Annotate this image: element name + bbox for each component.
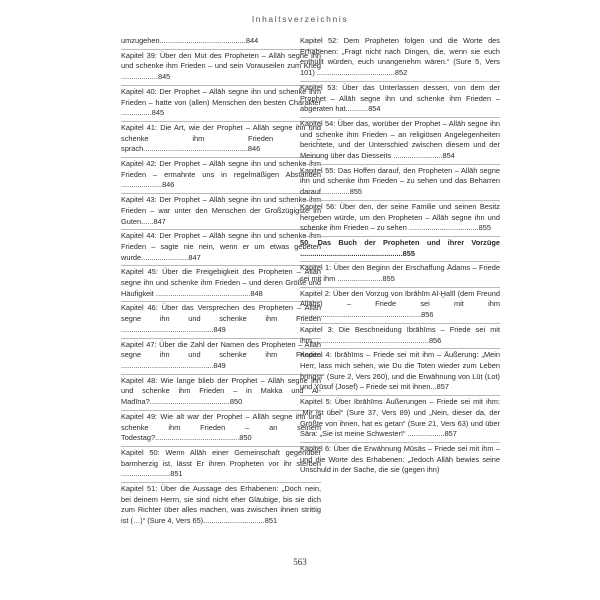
toc-entry: umzugehen..........................................844 <box>121 35 321 50</box>
toc-entry: Kapitel 47: Über die Zahl der Namen des Propheten – Allāh segne ihn und schenke ihm Frieden .............................................849 <box>121 339 321 375</box>
toc-entry: Kapitel 6: Über die Erwähnung Mūsās – Friede sei mit ihm – und die Worte des Erhabenen: „Jedoch Allāh bewies seine Unschuld in der Sache, die sie (gegen ihn) <box>300 443 500 475</box>
toc-entry: Kapitel 55: Das Hoffen darauf, den Propheten – Allāh segne ihn und schenke ihm Frieden – zu sehen und das Beharren darauf..............855 <box>300 165 500 201</box>
toc-entry: Kapitel 43: Der Prophet – Allāh segne ihn und schenke ihm Frieden – war unter den Menschen der Großzügigste im Guten......847 <box>121 194 321 230</box>
toc-entry: Kapitel 44: Der Prophet – Allāh segne ihn und schenke ihm Frieden – sagte nie nein, wenn er um etwas gebeten wurde.......................847 <box>121 230 321 266</box>
toc-entry: Kapitel 39: Über den Mut des Propheten – Allāh segne ihn und schenke ihm Frieden – und sein Vorauseilen zum Krieg ..................845 <box>121 50 321 86</box>
toc-entry: Kapitel 5: Über Ibrāhīms Äußerungen – Friede sei mit ihm: „Mir ist übel“ (Sure 37, Vers 89) und „Nein, dieser da, der Größte von ihnen, hat es getan“ (Sure 21, Vers 63) und über Sāra: „Sie ist meine Schwester!“ ..................857 <box>300 396 500 443</box>
toc-entry: Kapitel 42: Der Prophet – Allāh segne ihn und schenke ihm Frieden – ermahnte uns in regelmäßigen Abständen ....................846 <box>121 158 321 194</box>
toc-entry: Kapitel 48: Wie lange blieb der Prophet – Allāh segne ihn und schenke ihm Frieden – in Makka und Al-Madīna?.......................................850 <box>121 375 321 411</box>
toc-entry: Kapitel 4: Ibrāhīms – Friede sei mit ihm – Äußerung: „Mein Herr, lass mich sehen, wie Du die Toten wieder zum Leben bringst“ (Sure 2, Vers 260), und die Erwähnung von Lūṭ (Lot) und Yūsuf (Josef) – Friede sei mit ihnen...857 <box>300 349 500 396</box>
toc-entry: Kapitel 56: Über den, der seine Familie und seinen Besitz hergeben würde, um den Propheten – Allāh segne ihn und schenke ihm Frieden – zu sehen ..................................855 <box>300 201 500 237</box>
toc-entry: Kapitel 2: Über den Vorzug von Ibrāhīm Al-Ḫalīl (dem Freund Allāhs) – Friede sei mit ihm ...........................................................856 <box>300 288 500 324</box>
toc-entry: Kapitel 3: Die Beschneidung Ibrāhīms – Friede sei mit ihm.........................................................856 <box>300 324 500 349</box>
toc-right-column <box>300 35 500 478</box>
toc-entry: Kapitel 54: Über das, worüber der Prophet – Allāh segne ihn und schenke ihm Frieden – an religiösen Angelegenheiten berichtete, und der Unterschied zwischen diesem und der Meinung über das Diesseits ........................854 <box>300 118 500 165</box>
running-header: Inhaltsverzeichnis <box>251 14 349 24</box>
page-number: 563 <box>293 557 307 567</box>
toc-entry: Kapitel 40: Der Prophet – Allāh segne ihn und schenke ihm Frieden – hatte von (allen) Menschen den besten Charakter ...............845 <box>121 86 321 122</box>
toc-entry: Kapitel 41: Die Art, wie der Prophet – Allāh segne ihn und schenke ihm Frieden – sprach...................................................846 <box>121 122 321 158</box>
toc-entry: Kapitel 50: Wenn Allāh einer Gemeinschaft gegenüber barmherzig ist, lässt Er ihren Propheten vor ihr sterben ........................851 <box>121 447 321 483</box>
toc-entry: Kapitel 1: Über den Beginn der Erschaffung Ādams – Friede sei mit ihm ......................855 <box>300 262 500 287</box>
toc-entry: Kapitel 51: Über die Aussage des Erhabenen: „Doch nein, bei deinem Herrn, sie sind nicht eher Gläubige, bis sie dich zum Richter über alles machen, was zwischen ihnen strittig ist (…)“ (Sure 4, Vers 65)..............................851 <box>121 484 321 526</box>
toc-left-column <box>121 35 321 529</box>
toc-entry: Kapitel 45: Über die Freigebigkeit des Propheten – Allāh segne ihn und schenke ihm Frieden – und deren Größe und Häufigkeit ..............................................848 <box>121 266 321 302</box>
toc-entry: Kapitel 53: Über das Unterlassen dessen, von dem der Prophet – Allāh segne ihn und schenke ihm Frieden – abgeraten hat...........854 <box>300 82 500 118</box>
toc-entry: Kapitel 49: Wie alt war der Prophet – Allāh segne ihn und schenke ihm Frieden – an seinem Todestag?.........................................850 <box>121 411 321 447</box>
toc-entry: Kapitel 46: Über das Versprechen des Propheten – Allāh segne ihn und schenke ihm Frieden .............................................849 <box>121 302 321 338</box>
toc-entry: Kapitel 52: Dem Propheten folgen und die Worte des Erhabenen: „Fragt nicht nach Dingen, die, wenn sie euch enthüllt würden, euch unangenehm wären.“ (Sure 5, Vers 101) ......................................852 <box>300 35 500 82</box>
toc-book-heading: 50. Das Buch der Propheten und ihrer Vorzüge ..................................................855 <box>300 237 500 262</box>
